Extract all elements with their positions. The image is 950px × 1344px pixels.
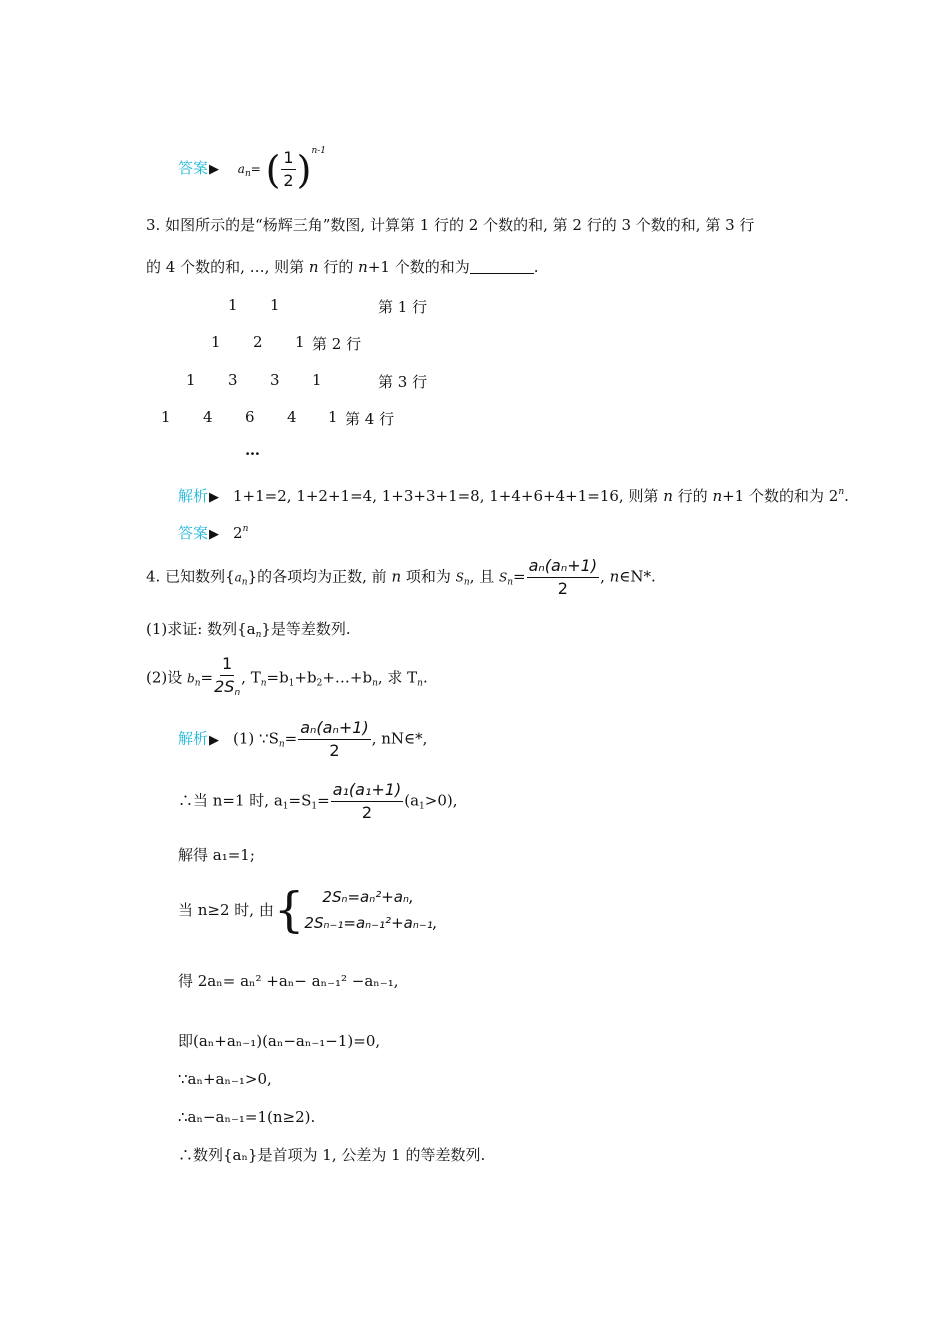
arrow-right-icon: ▶ bbox=[209, 527, 220, 542]
q4-part-1: (1)求证: 数列$\{a_n\}$是等差数列. bbox=[146, 620, 351, 640]
tri-r2-c2: 2 bbox=[253, 333, 263, 351]
solution-label: 解析 bbox=[178, 487, 209, 505]
tri-r4-c5: 1 bbox=[328, 408, 338, 426]
solution-4-line-6: 即(aₙ+aₙ₋₁)(aₙ−aₙ₋₁−1)=0, bbox=[178, 1032, 381, 1050]
tri-r4-c4: 4 bbox=[287, 408, 297, 426]
q4-intro: 4. 已知数列$\{a_n\}$的各项均为正数, 前 n 项和为 $S_n$, 且 $S_n=$ $\frac{\text{aₙ(aₙ+1)}}{2}$ , n∈N*. bbox=[146, 556, 656, 598]
arrow-right-icon: ▶ bbox=[209, 490, 220, 505]
tri-r2-label: 第 2 行 bbox=[312, 335, 362, 353]
tri-ellipsis: … bbox=[245, 441, 260, 459]
tri-r3-c2: 3 bbox=[228, 371, 238, 389]
tri-r4-c2: 4 bbox=[203, 408, 213, 426]
answer-blank bbox=[470, 259, 534, 274]
tri-r1-c2: 1 bbox=[270, 296, 280, 314]
tri-r2-c3: 1 bbox=[295, 333, 305, 351]
fraction-s1: $\frac{\text{a₁(a₁+1)}}{2}$ bbox=[332, 780, 402, 822]
tri-r4-c3: 6 bbox=[245, 408, 255, 426]
answer-3: 答案▶ 2$^n$ bbox=[178, 524, 249, 542]
tri-r3-label: 第 3 行 bbox=[378, 373, 428, 391]
tri-r3-c3: 3 bbox=[270, 371, 280, 389]
solution-4-line-2: ∴当 n=1 时, $a_1=S_1=$ $\frac{\text{a₁(a₁+1)}}{2}$ $(a_1>0)$, bbox=[178, 780, 458, 822]
answer-label: 答案 bbox=[178, 159, 209, 177]
solution-4-line-1: 解析▶ (1) $\because S_n=$ $\frac{\text{aₙ(aₙ+1)}}{2}$ , nN∈*, bbox=[178, 718, 428, 760]
tri-r3-c4: 1 bbox=[312, 371, 322, 389]
q4-part-2: (2)设 $b_n=$ $\frac{1}{2S_n}$ , $T_n=b_1+b_2+\dots+b_n$, 求 $T_n$. bbox=[146, 654, 428, 702]
solution-4-line-7: ∵aₙ+aₙ₋₁>0, bbox=[178, 1070, 272, 1088]
solution-4-line-8: ∴aₙ−aₙ₋₁=1(n≥2). bbox=[178, 1108, 316, 1126]
tri-r4-label: 第 4 行 bbox=[345, 410, 395, 428]
fraction-sn: $\frac{\text{aₙ(aₙ+1)}}{2}$ bbox=[528, 556, 598, 598]
fraction-half: $\frac{1}{2}$ bbox=[283, 147, 294, 190]
arrow-right-icon: ▶ bbox=[209, 162, 220, 177]
answer-lhs: $a_n=$ bbox=[237, 162, 261, 179]
arrow-right-icon: ▶ bbox=[209, 732, 220, 748]
paren-right: ) bbox=[296, 148, 312, 192]
solution-3: 解析▶ 1+1=2, 1+2+1=4, 1+3+3+1=8, 1+4+6+4+1=16, 则第 n 行的 n+1 个数的和为 2$^n$. bbox=[178, 487, 849, 505]
paren-left: ( bbox=[265, 148, 281, 192]
solution-4-line-9: ∴数列{aₙ}是首项为 1, 公差为 1 的等差数列. bbox=[178, 1146, 486, 1164]
q3-line-1: 3. 如图所示的是“杨辉三角”数图, 计算第 1 行的 2 个数的和, 第 2 行的 3 个数的和, 第 3 行 bbox=[146, 216, 755, 234]
solution-4-line-3: 解得 a₁=1; bbox=[178, 846, 255, 864]
tri-r2-c1: 1 bbox=[211, 333, 221, 351]
solution-4-line-5: 得 2aₙ= aₙ² +aₙ− aₙ₋₁² −aₙ₋₁, bbox=[178, 972, 399, 990]
answer-label: 答案 bbox=[178, 524, 209, 542]
fraction-bn: $\frac{1}{2S_n}$ bbox=[214, 654, 241, 698]
tri-r3-c1: 1 bbox=[186, 371, 196, 389]
answer-exponent: n-1 bbox=[311, 146, 327, 156]
tri-r1-label: 第 1 行 bbox=[378, 298, 428, 316]
tri-r1-c1: 1 bbox=[228, 296, 238, 314]
solution-4-line-4: 当 n≥2 时, 由{ 2Sₙ=aₙ²+aₙ, 2Sₙ₋₁=aₙ₋₁²+aₙ₋₁, bbox=[178, 882, 438, 938]
answer-1 bbox=[178, 140, 327, 192]
tri-r4-c1: 1 bbox=[161, 408, 171, 426]
fraction-sn-solution: $\frac{\text{aₙ(aₙ+1)}}{2}$ bbox=[300, 718, 369, 760]
equation-system: 2Sₙ=aₙ²+aₙ, 2Sₙ₋₁=aₙ₋₁²+aₙ₋₁, bbox=[304, 888, 438, 932]
q3-line-2: 的 4 个数的和, …, 则第 n 行的 n+1 个数的和为 . bbox=[146, 258, 539, 276]
brace-left: { bbox=[273, 882, 305, 938]
solution-label: 解析 bbox=[178, 729, 209, 748]
